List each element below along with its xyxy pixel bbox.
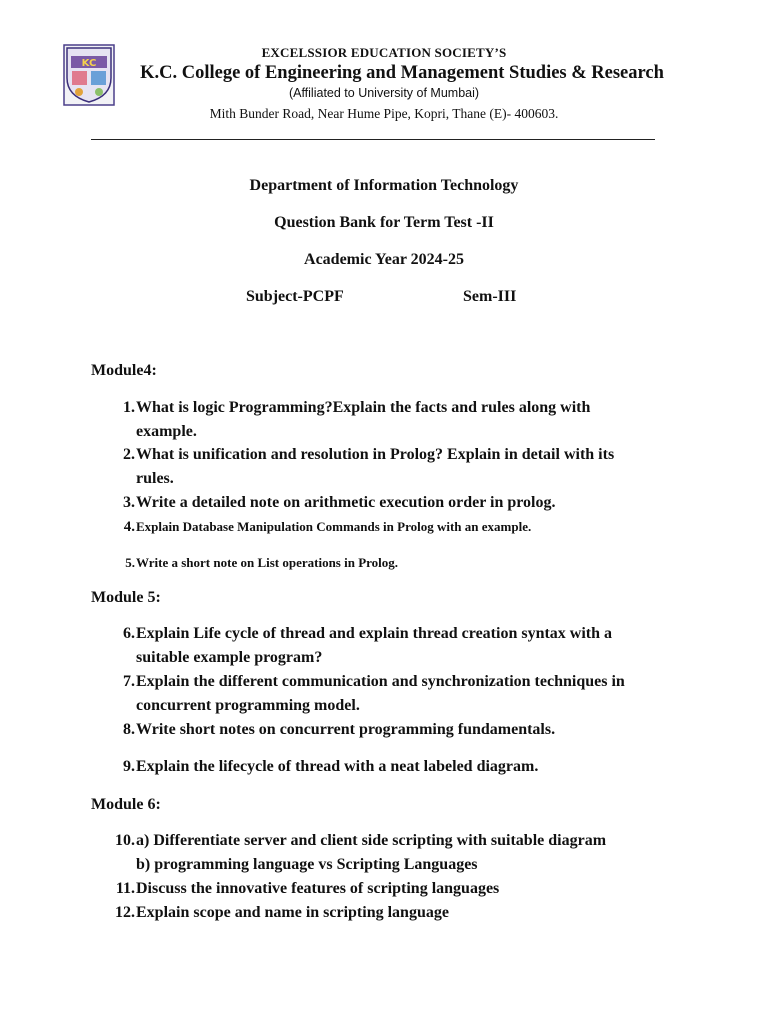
question-text: Explain scope and name in scripting language [136,904,449,921]
affiliation: (Affiliated to University of Mumbai) [288,86,480,100]
module-heading: Module4: [91,362,157,379]
question-number: 11. [115,880,135,897]
society-name: EXCELSSIOR EDUCATION SOCIETY’S [261,45,507,60]
question-number: 3. [123,494,135,511]
question-number: 6. [123,625,135,642]
question-item [91,901,691,925]
question-text: rules. [136,470,174,487]
question-number: 10. [115,832,135,849]
question-text: example. [136,423,197,440]
question-number: 7. [123,673,135,690]
question-text: Explain Database Manipulation Commands in Prolog with an example. [136,519,532,534]
question-item [91,443,691,491]
question-item [91,622,691,670]
question-item [91,517,691,537]
question-number: 2. [123,446,135,463]
question-item [91,718,691,742]
question-item [91,553,691,573]
question-number: 9. [123,758,135,775]
question-item [91,755,691,779]
question-item [91,396,691,444]
question-text: Explain the different communication and synchronization techniques in [136,673,625,690]
question-text: Write a detailed note on arithmetic execution order in prolog. [136,494,556,511]
question-text: Discuss the innovative features of scripting languages [136,880,500,897]
department-title: Department of Information Technology [249,177,519,194]
question-number: 1. [123,399,135,416]
question-number: 8. [123,721,135,738]
logo-text: KC [81,58,97,69]
module-heading: Module 5: [91,589,161,606]
question-text: Write a short note on List operations in Prolog. [136,555,399,570]
question-item [91,670,691,718]
question-text: What is unification and resolution in Prolog? Explain in detail with its [136,446,615,463]
semester-label: Sem-III [463,288,517,305]
question-number: 12. [115,904,135,921]
academic-year: Academic Year 2024-25 [304,251,464,268]
question-text: Explain the lifecycle of thread with a neat labeled diagram. [136,758,539,775]
question-number: 4. [123,519,135,535]
question-text: Write short notes on concurrent programming fundamentals. [136,721,556,738]
question-text: suitable example program? [136,649,323,666]
subject-label: Subject-PCPF [246,288,344,305]
question-text: concurrent programming model. [136,697,360,714]
question-text: What is logic Programming?Explain the facts and rules along with [136,399,591,416]
college-name: K.C. College of Engineering and Management Studies & Research [140,63,664,83]
question-text: b) programming language vs Scripting Languages [136,856,478,873]
question-item [91,491,691,515]
college-address: Mith Bunder Road, Near Hume Pipe, Kopri, Thane (E)- 400603. [209,106,559,121]
question-item [91,829,691,877]
header-divider [91,139,655,140]
question-text: Explain Life cycle of thread and explain thread creation syntax with a [136,625,613,642]
question-number: 5. [125,555,135,570]
module-heading: Module 6: [91,796,161,813]
question-item [91,877,691,901]
question-text: a) Differentiate server and client side scripting with suitable diagram [136,832,607,849]
question-bank-title: Question Bank for Term Test -II [274,214,494,231]
